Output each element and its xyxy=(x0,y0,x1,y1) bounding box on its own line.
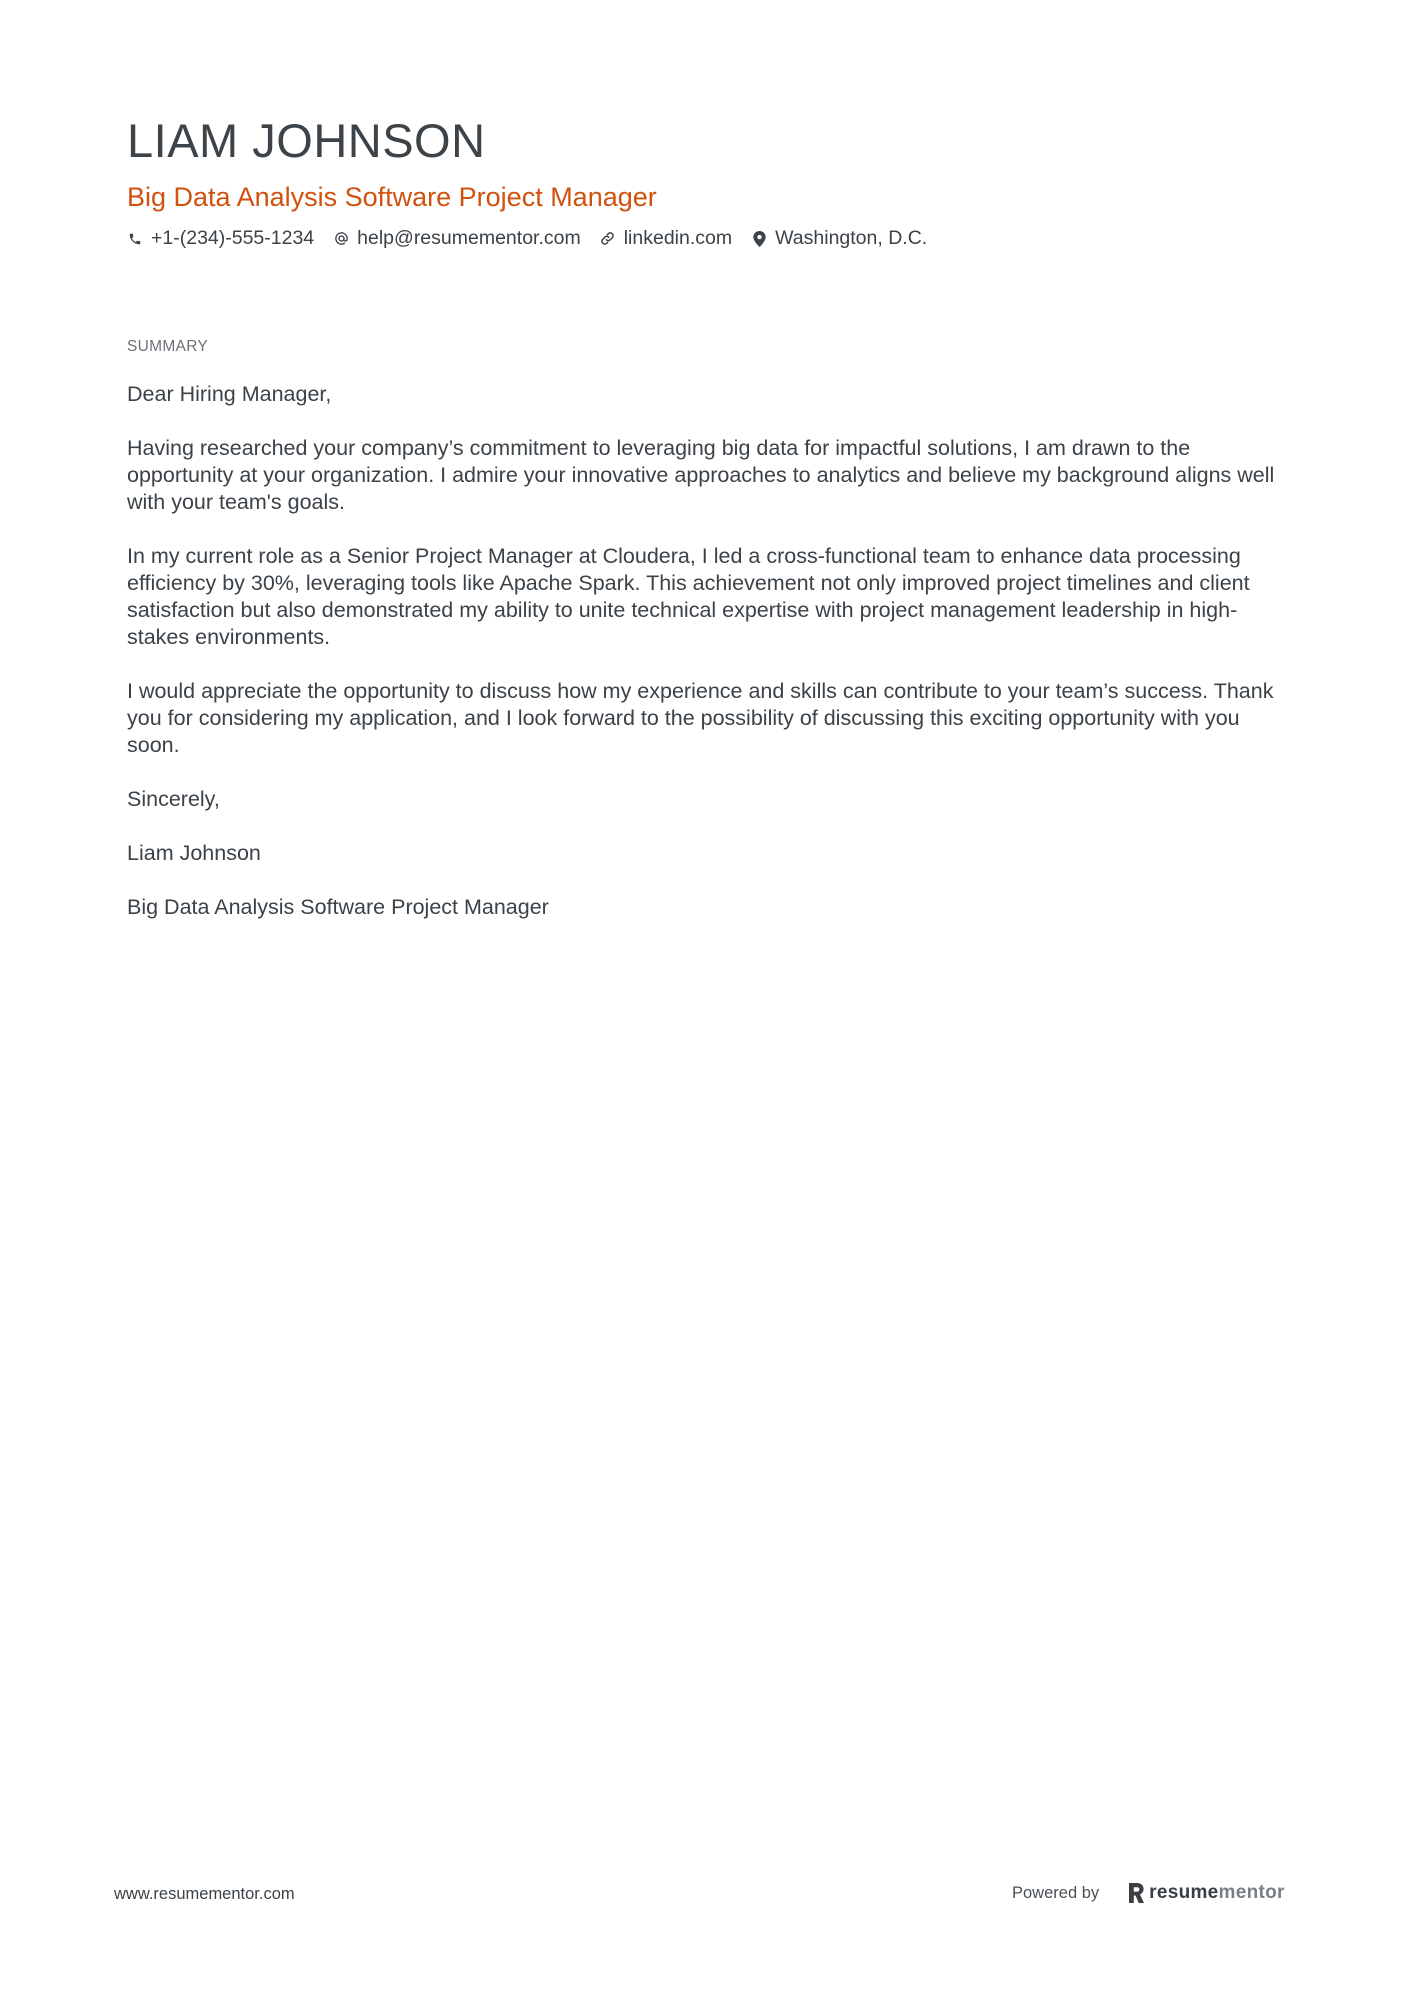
contact-phone xyxy=(127,227,314,250)
phone-icon xyxy=(127,231,143,247)
contact-row xyxy=(127,227,946,250)
signature-title: Big Data Analysis Software Project Manager xyxy=(127,895,549,919)
letter-closing: Sincerely, xyxy=(127,787,220,811)
summary-heading: SUMMARY xyxy=(127,338,209,355)
footer-website[interactable]: www.resumementor.com xyxy=(114,1885,295,1903)
contact-location-text: Washington, D.C. xyxy=(775,227,928,249)
brand-logo[interactable] xyxy=(1129,1882,1285,1904)
letter-paragraph: I would appreciate the opportunity to discuss how my experience and skills can contribute to your team’s success. Thank you for considering my application, and I look forward to the possibility of discussing this exciting opportunity with you soon. xyxy=(127,679,1274,757)
letter-paragraph: Having researched your company’s commitment to leveraging big data for impactful solutions, I am drawn to the opportunity at your organization. I admire your innovative approaches to analytics and believe my background aligns well with your team's goals. xyxy=(127,436,1275,514)
contact-phone-text: +1-(234)-555-1234 xyxy=(151,227,315,249)
link-icon xyxy=(600,231,616,247)
applicant-name: LIAM JOHNSON xyxy=(127,114,486,167)
brand-name-part2: mentor xyxy=(1218,1882,1285,1903)
contact-linkedin[interactable] xyxy=(600,227,732,250)
applicant-title: Big Data Analysis Software Project Manager xyxy=(127,182,657,212)
contact-linkedin-text[interactable]: linkedin.com xyxy=(623,227,733,249)
contact-location xyxy=(751,227,927,250)
footer-powered-by xyxy=(1012,1882,1285,1904)
letter-paragraph: In my current role as a Senior Project Manager at Cloudera, I led a cross-functional team to enhance data processing efficiency by 30%, leveraging tools like Apache Spark. This achievement not only improved project timelines and client satisfaction but also demonstrated my ability to unite technical expertise with project management leadership in high-stakes environments. xyxy=(127,544,1250,649)
brand-name-part1: resume xyxy=(1149,1882,1219,1903)
contact-email-text[interactable]: help@resumementor.com xyxy=(357,227,581,249)
letter-greeting: Dear Hiring Manager, xyxy=(127,382,332,406)
at-icon xyxy=(333,231,349,247)
resumementor-logo-icon xyxy=(1129,1883,1144,1903)
letter-body xyxy=(127,381,1287,948)
powered-by-label: Powered by xyxy=(1012,1883,1100,1902)
signature-name: Liam Johnson xyxy=(127,841,261,865)
contact-email[interactable] xyxy=(333,227,581,250)
location-pin-icon xyxy=(751,231,767,247)
